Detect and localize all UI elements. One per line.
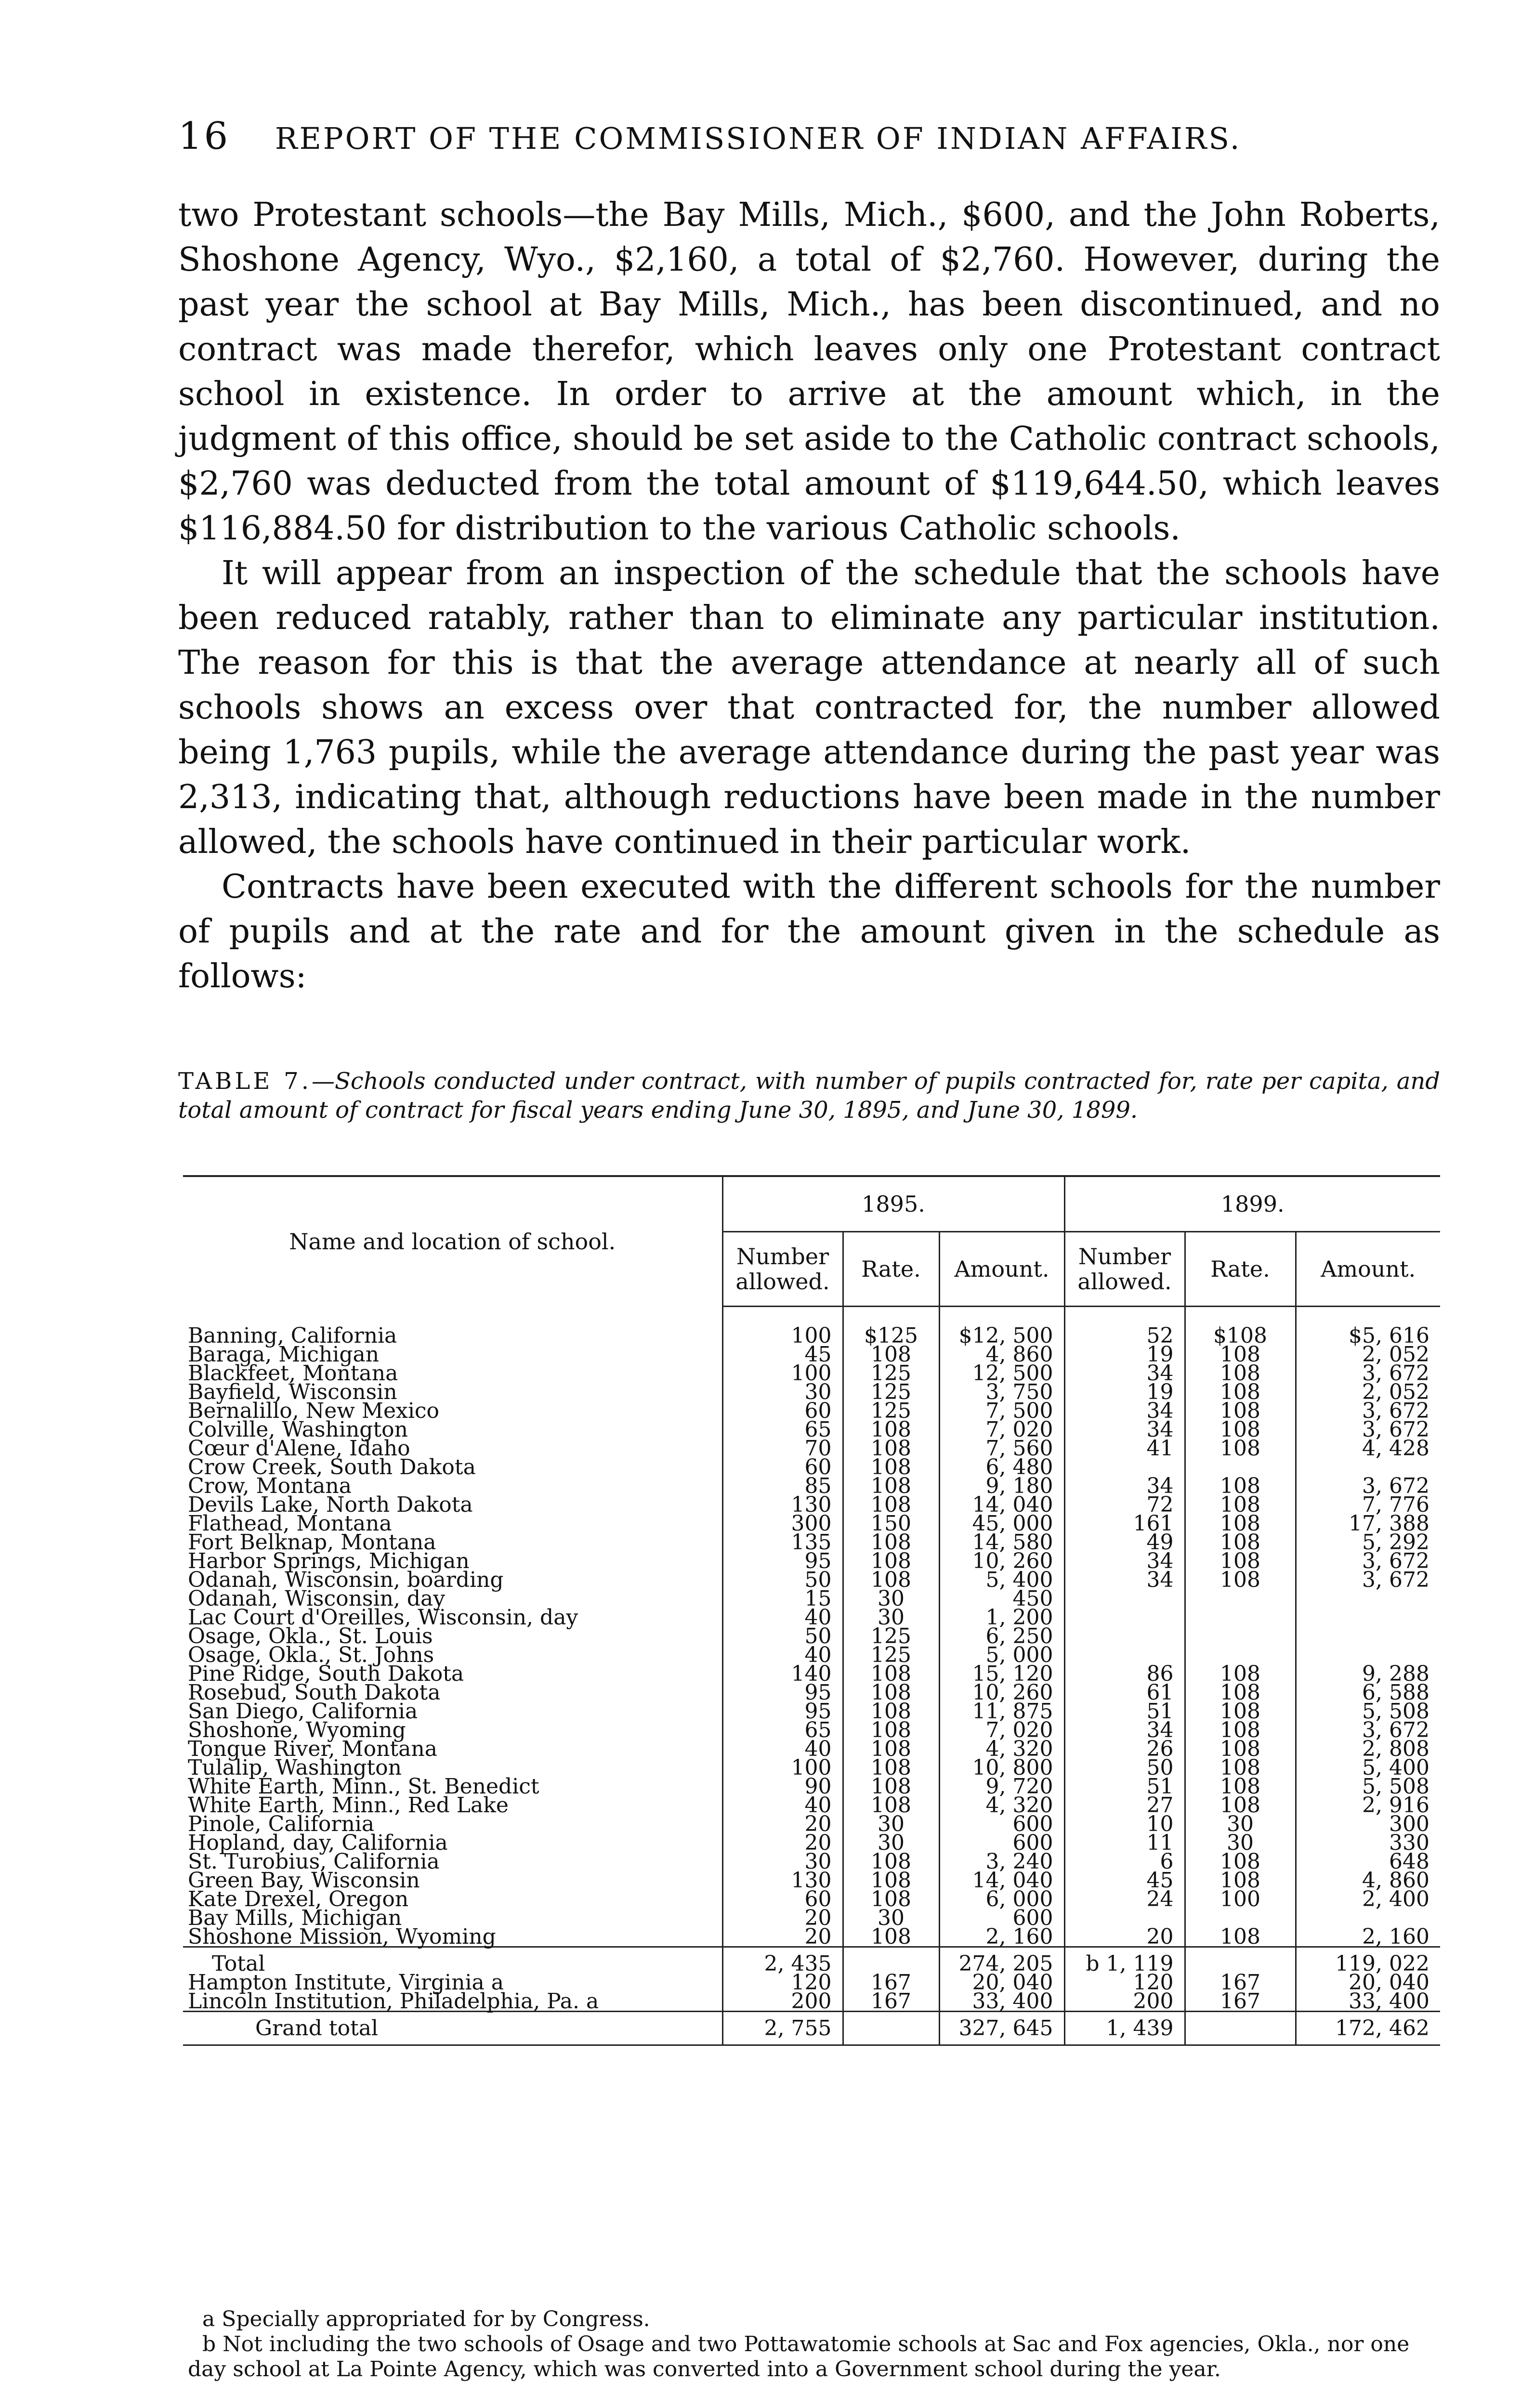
number-allowed-1899-header: Number allowed. [1064, 1232, 1185, 1307]
number-1899: 27 [1064, 1796, 1185, 1815]
amount-1895: 3, 750 [939, 1383, 1064, 1401]
number-1899: 34 [1064, 1721, 1185, 1740]
table-caption [178, 1067, 1440, 1125]
table-body [183, 1307, 1440, 1947]
rate-1895: 108 [843, 1683, 939, 1702]
amount-1899: 9, 288 [1296, 1664, 1440, 1683]
amount-1899: 6, 588 [1296, 1683, 1440, 1702]
rate-1895: 108 [843, 1552, 939, 1570]
year-1895-header: 1895. [722, 1176, 1064, 1232]
number-1895: 95 [722, 1683, 843, 1702]
amount-1899: 2, 808 [1296, 1740, 1440, 1758]
amount-1899: 2, 052 [1296, 1383, 1440, 1401]
number-1895: 30 [722, 1852, 843, 1871]
amount-1895: 4, 860 [939, 1345, 1064, 1364]
rate-1899: 108 [1185, 1383, 1296, 1401]
school-name: Baraga, Michigan [188, 1342, 380, 1367]
number-1899: 34 [1064, 1420, 1185, 1439]
amount-1899: 4, 860 [1296, 1871, 1440, 1890]
rate-1899: 108 [1185, 1852, 1296, 1871]
number-1899: 10 [1064, 1815, 1185, 1833]
number-1899: 120 [1064, 1973, 1185, 1992]
number-1899 [1064, 1608, 1185, 1627]
number-1899: 34 [1064, 1401, 1185, 1420]
amount-1899-header: Amount. [1296, 1232, 1440, 1307]
rate-1895: 167 [843, 1973, 939, 1992]
number-1895: 120 [722, 1973, 843, 1992]
amount-1899: 3, 672 [1296, 1721, 1440, 1740]
number-1899: 161 [1064, 1514, 1185, 1533]
school-name: Osage, Okla., St. Louis [188, 1624, 433, 1649]
rate-1895: $125 [843, 1326, 939, 1345]
number-1899: 51 [1064, 1777, 1185, 1796]
number-1895: 20 [722, 1927, 843, 1947]
school-name: Cœur d'Alene, Idaho [188, 1436, 410, 1461]
rate-1895: 108 [843, 1927, 939, 1947]
rate-1899: 30 [1185, 1833, 1296, 1852]
paragraph: It will appear from an inspection of the schedule that the schools have been reduced ratably, rather than to eliminate any particular institution. The reason for this is that the average attendance at nearly all of such schools shows an excess over that contracted for, the number allowed being 1,763 pupils, while the average attendance during the past year was 2,313, indicating that, although reductions have been made in the number allowed, the schools have continued in their particular work. [178, 554, 1440, 861]
rate-1899: 108 [1185, 1345, 1296, 1364]
amount-1899: 2, 400 [1296, 1890, 1440, 1909]
rate-1895: 125 [843, 1646, 939, 1664]
school-name: Odanah, Wisconsin, day [188, 1586, 446, 1611]
rate-1899: 108 [1185, 1477, 1296, 1495]
rate-1895: 108 [843, 1420, 939, 1439]
rate-1899: 167 [1185, 1992, 1296, 2012]
rate-1895: 108 [843, 1533, 939, 1552]
number-1899: 20 [1064, 1927, 1185, 1947]
rate-1895: 108 [843, 1664, 939, 1683]
rate-1899: 167 [1185, 1973, 1296, 1992]
amount-1899 [1296, 1627, 1440, 1646]
amount-1895: 5, 400 [939, 1570, 1064, 1589]
number-1895: 40 [722, 1740, 843, 1758]
amount-1899: 5, 508 [1296, 1702, 1440, 1721]
rate-1899: 108 [1185, 1495, 1296, 1514]
number-1895: 130 [722, 1871, 843, 1890]
school-name: Kate Drexel, Oregon [188, 1887, 409, 1911]
table-row [183, 1927, 1440, 1947]
amount-1895: 450 [939, 1589, 1064, 1608]
rate-1899: 108 [1185, 1533, 1296, 1552]
number-1899: 34 [1064, 1364, 1185, 1383]
rate-1899: 108 [1185, 1420, 1296, 1439]
rate-1895: 108 [843, 1439, 939, 1458]
amount-1895: 10, 260 [939, 1552, 1064, 1570]
school-name: Bernalillo, New Mexico [188, 1399, 440, 1423]
rate-1899: 108 [1185, 1364, 1296, 1383]
number-1899: 24 [1064, 1890, 1185, 1909]
amount-1895: 14, 580 [939, 1533, 1064, 1552]
number-1899: 19 [1064, 1383, 1185, 1401]
amount-1899: 3, 672 [1296, 1570, 1440, 1589]
number-1895: 140 [722, 1664, 843, 1683]
rate-1895: 108 [843, 1796, 939, 1815]
rate-1895: 108 [843, 1871, 939, 1890]
rate-1899: 108 [1185, 1570, 1296, 1589]
number-1895: 300 [722, 1514, 843, 1533]
number-1895: 40 [722, 1608, 843, 1627]
school-name: Fort Belknap, Montana [188, 1530, 436, 1555]
rate-1899: 108 [1185, 1871, 1296, 1890]
amount-1895: 15, 120 [939, 1664, 1064, 1683]
rate-1899: $108 [1185, 1326, 1296, 1345]
number-1895: 65 [722, 1420, 843, 1439]
amount-1895: 1, 200 [939, 1608, 1064, 1627]
schools-table [183, 1175, 1440, 2046]
number-1899: 52 [1064, 1326, 1185, 1345]
number-1899: 86 [1064, 1664, 1185, 1683]
amount-1899: 3, 672 [1296, 1364, 1440, 1383]
number-1899: 41 [1064, 1439, 1185, 1458]
total-amount-1895: 274, 205 [939, 1954, 1064, 1973]
number-1895: 90 [722, 1777, 843, 1796]
amount-1895: 7, 560 [939, 1439, 1064, 1458]
amount-1895-header: Amount. [939, 1232, 1064, 1307]
rate-1895: 108 [843, 1740, 939, 1758]
number-1895: 70 [722, 1439, 843, 1458]
number-1895: 95 [722, 1552, 843, 1570]
rate-1895: 108 [843, 1721, 939, 1740]
amount-1899: 330 [1296, 1833, 1440, 1852]
amount-1899: 648 [1296, 1852, 1440, 1871]
school-name: Tulalip, Washington [188, 1755, 402, 1780]
amount-1899: 3, 672 [1296, 1401, 1440, 1420]
rate-1899: 108 [1185, 1683, 1296, 1702]
table-label: TABLE 7. [178, 1068, 312, 1095]
total-amount-1899: 119, 022 [1296, 1954, 1440, 1973]
number-1899: 49 [1064, 1533, 1185, 1552]
amount-1899: 3, 672 [1296, 1420, 1440, 1439]
rate-1899: 108 [1185, 1401, 1296, 1420]
amount-1899: 2, 916 [1296, 1796, 1440, 1815]
rate-1895: 30 [843, 1909, 939, 1927]
number-1895: 100 [722, 1758, 843, 1777]
number-1899: 51 [1064, 1702, 1185, 1721]
rate-1895-header: Rate. [843, 1232, 939, 1307]
number-1895: 50 [722, 1627, 843, 1646]
table-summary [183, 1947, 1440, 2045]
rate-1895: 108 [843, 1852, 939, 1871]
school-name: San Diego, California [188, 1699, 418, 1724]
school-name: Banning, California [188, 1323, 397, 1348]
rate-1899: 108 [1185, 1740, 1296, 1758]
footnote-b: b Not including the two schools of Osage and two Pottawatomie schools at Sac and Fox agencies, Okla., nor one day school at La Pointe Agency, which was converted into a Government school during the year. [188, 2332, 1410, 2382]
table-caption-text: —Schools conducted under contract, with number of pupils contracted for, rate per capita, and total amount of contract for fiscal years ending June 30, 1895, and June 30, 1899. [178, 1068, 1441, 1124]
rate-1895: 167 [843, 1992, 939, 2012]
rate-1895: 108 [843, 1890, 939, 1909]
number-1895: 60 [722, 1890, 843, 1909]
amount-1895: 7, 020 [939, 1721, 1064, 1740]
amount-1895: 600 [939, 1833, 1064, 1852]
number-1895: 40 [722, 1796, 843, 1815]
amount-1895: 600 [939, 1815, 1064, 1833]
rate-1895: 30 [843, 1815, 939, 1833]
total-number-1899: b 1, 119 [1064, 1954, 1185, 1973]
school-name: Odanah, Wisconsin, boarding [188, 1568, 504, 1592]
rate-1895: 108 [843, 1758, 939, 1777]
amount-1899: 7, 776 [1296, 1495, 1440, 1514]
rate-1895: 30 [843, 1833, 939, 1852]
rate-1899: 108 [1185, 1514, 1296, 1533]
amount-1899: 5, 508 [1296, 1777, 1440, 1796]
number-1899: 50 [1064, 1758, 1185, 1777]
rate-1899: 100 [1185, 1890, 1296, 1909]
paragraph: Contracts have been executed with the different schools for the number of pupils and at the rate and for the amount given in the schedule as follows: [178, 868, 1440, 995]
total-label: Total [212, 1951, 265, 1976]
rate-1895: 108 [843, 1495, 939, 1514]
rate-1895: 108 [843, 1570, 939, 1589]
school-name: Hampton Institute, Virginia a [188, 1970, 504, 1995]
rate-1899 [1185, 1608, 1296, 1627]
amount-1899: 2, 160 [1296, 1927, 1440, 1947]
rate-1895: 108 [843, 1477, 939, 1495]
rate-1899: 108 [1185, 1721, 1296, 1740]
school-name: Devils Lake, North Dakota [188, 1492, 473, 1517]
running-title: REPORT OF THE COMMISSIONER OF INDIAN AFFAIRS. [275, 121, 1242, 156]
number-1895: 100 [722, 1364, 843, 1383]
school-name: Pine Ridge, South Dakota [188, 1662, 464, 1686]
page-number: 16 [178, 115, 230, 158]
amount-1899: 5, 400 [1296, 1758, 1440, 1777]
school-name: White Earth, Minn., Red Lake [188, 1793, 509, 1818]
number-1899: 6 [1064, 1852, 1185, 1871]
number-1895: 135 [722, 1533, 843, 1552]
amount-1895: 600 [939, 1909, 1064, 1927]
number-1895: 60 [722, 1458, 843, 1477]
amount-1899: 4, 428 [1296, 1439, 1440, 1458]
total-number-1895: 2, 435 [722, 1954, 843, 1973]
amount-1895: 3, 240 [939, 1852, 1064, 1871]
rate-1895: 125 [843, 1401, 939, 1420]
school-name: Bay Mills, Michigan [188, 1906, 402, 1930]
amount-1895: 5, 000 [939, 1646, 1064, 1664]
body-text [178, 193, 1440, 999]
amount-1895: 12, 500 [939, 1364, 1064, 1383]
number-1895: 100 [722, 1326, 843, 1345]
school-name: Harbor Springs, Michigan [188, 1549, 470, 1573]
grand-total-label: Grand total [255, 2016, 379, 2041]
rate-1895: 125 [843, 1364, 939, 1383]
grand-total-amount-1899: 172, 462 [1296, 2019, 1440, 2038]
amount-1895: 7, 020 [939, 1420, 1064, 1439]
year-1899-header: 1899. [1064, 1176, 1440, 1232]
school-name: Green Bay, Wisconsin [188, 1868, 420, 1893]
school-name: Flathead, Montana [188, 1511, 392, 1536]
amount-1895: 14, 040 [939, 1871, 1064, 1890]
school-name: Osage, Okla., St. Johns [188, 1643, 434, 1667]
table-row [183, 1992, 1440, 2012]
amount-1899: 3, 672 [1296, 1552, 1440, 1570]
rate-1895: 125 [843, 1627, 939, 1646]
number-1895: 95 [722, 1702, 843, 1721]
amount-1895: 6, 250 [939, 1627, 1064, 1646]
amount-1895: 7, 500 [939, 1401, 1064, 1420]
school-name: Crow, Montana [188, 1474, 352, 1498]
name-column-header: Name and location of school. [183, 1176, 722, 1307]
amount-1895: $12, 500 [939, 1326, 1064, 1345]
amount-1899: 5, 292 [1296, 1533, 1440, 1552]
grand-total-amount-1895: 327, 645 [939, 2019, 1064, 2038]
number-1899 [1064, 1627, 1185, 1646]
amount-1899: 17, 388 [1296, 1514, 1440, 1533]
rate-1899: 108 [1185, 1796, 1296, 1815]
school-name: Shoshone Mission, Wyoming [188, 1924, 496, 1949]
rate-1899-header: Rate. [1185, 1232, 1296, 1307]
number-allowed-1895-header: Number allowed. [722, 1232, 843, 1307]
amount-1895: 2, 160 [939, 1927, 1064, 1947]
rate-1895: 108 [843, 1345, 939, 1364]
grand-total-number-1895: 2, 755 [722, 2019, 843, 2038]
rate-1895: 108 [843, 1702, 939, 1721]
number-1899: 45 [1064, 1871, 1185, 1890]
amount-1895: 9, 180 [939, 1477, 1064, 1495]
amount-1895: 33, 400 [939, 1992, 1064, 2012]
amount-1899 [1296, 1608, 1440, 1627]
number-1899: 61 [1064, 1683, 1185, 1702]
amount-1895: 10, 260 [939, 1683, 1064, 1702]
rate-1899: 108 [1185, 1552, 1296, 1570]
number-1899: 34 [1064, 1477, 1185, 1495]
paragraph: two Protestant schools—the Bay Mills, Mich., $600, and the John Roberts, Shoshone Agency, Wyo., $2,160, a total of $2,760. However, during the past year the school at Bay Mills, Mich., has been discontinued, and no contract was made therefor, which leaves only one Protestant contract school in existence. In order to arrive at the amount which, in the judgment of this office, should be set aside to the Catholic contract schools, $2,760 was deducted from the total amount of $119,644.50, which leaves $116,884.50 for distribution to the various Catholic schools. [178, 196, 1440, 548]
amount-1895: 10, 800 [939, 1758, 1064, 1777]
school-name: Lincoln Institution, Philadelphia, Pa. a [188, 1989, 599, 2014]
number-1895: 45 [722, 1345, 843, 1364]
number-1895: 15 [722, 1589, 843, 1608]
footnote-a: a Specially appropriated for by Congress. [202, 2307, 650, 2331]
number-1895: 130 [722, 1495, 843, 1514]
number-1899: 200 [1064, 1992, 1185, 2012]
footnotes [188, 2307, 1445, 2382]
rate-1899: 108 [1185, 1664, 1296, 1683]
number-1895: 50 [722, 1570, 843, 1589]
school-name: Pinole, California [188, 1812, 375, 1836]
rate-1899 [1185, 1627, 1296, 1646]
number-1895: 60 [722, 1401, 843, 1420]
number-1895: 20 [722, 1909, 843, 1927]
number-1895: 40 [722, 1646, 843, 1664]
number-1895: 200 [722, 1992, 843, 2012]
number-1895: 20 [722, 1833, 843, 1852]
grand-total-number-1899: 1, 439 [1064, 2019, 1185, 2038]
amount-1895: 9, 720 [939, 1777, 1064, 1796]
rate-1899: 108 [1185, 1702, 1296, 1721]
number-1899: 34 [1064, 1570, 1185, 1589]
number-1899: 72 [1064, 1495, 1185, 1514]
rate-1895: 108 [843, 1458, 939, 1477]
amount-1895: 14, 040 [939, 1495, 1064, 1514]
page-header [178, 115, 1430, 158]
number-1895: 85 [722, 1477, 843, 1495]
rate-1895: 125 [843, 1383, 939, 1401]
amount-1895: 6, 480 [939, 1458, 1064, 1477]
amount-1899: 2, 052 [1296, 1345, 1440, 1364]
number-1895: 65 [722, 1721, 843, 1740]
number-1899: 34 [1064, 1552, 1185, 1570]
rate-1899: 108 [1185, 1777, 1296, 1796]
schools-table-wrapper [183, 1175, 1440, 2046]
number-1899: 19 [1064, 1345, 1185, 1364]
rate-1899: 108 [1185, 1927, 1296, 1947]
rate-1895: 30 [843, 1608, 939, 1627]
amount-1899: 33, 400 [1296, 1992, 1440, 2012]
rate-1895: 150 [843, 1514, 939, 1533]
amount-1895: 4, 320 [939, 1740, 1064, 1758]
rate-1895: 108 [843, 1777, 939, 1796]
amount-1895: 6, 000 [939, 1890, 1064, 1909]
school-name: Lac Court d'Oreilles, Wisconsin, day [188, 1605, 578, 1630]
school-name: Hopland, day, California [188, 1831, 448, 1855]
number-1899: 26 [1064, 1740, 1185, 1758]
number-1899: 11 [1064, 1833, 1185, 1852]
school-name: Crow Creek, South Dakota [188, 1455, 476, 1479]
school-name: Bayfield, Wisconsin [188, 1380, 397, 1404]
school-name: St. Turobius, California [188, 1849, 440, 1874]
amount-1899: 300 [1296, 1815, 1440, 1833]
amount-1899: $5, 616 [1296, 1326, 1440, 1345]
amount-1895: 45, 000 [939, 1514, 1064, 1533]
number-1895: 30 [722, 1383, 843, 1401]
amount-1895: 4, 320 [939, 1796, 1064, 1815]
school-name: Tongue River, Montana [188, 1737, 437, 1761]
amount-1899: 3, 672 [1296, 1477, 1440, 1495]
rate-1899: 108 [1185, 1758, 1296, 1777]
school-name: Colville, Washington [188, 1417, 408, 1442]
rate-1899: 108 [1185, 1439, 1296, 1458]
number-1895: 20 [722, 1815, 843, 1833]
school-name: Blackfeet, Montana [188, 1361, 398, 1386]
amount-1895: 11, 875 [939, 1702, 1064, 1721]
rate-1899: 30 [1185, 1815, 1296, 1833]
school-name: Shoshone, Wyoming [188, 1718, 406, 1742]
school-name: White Earth, Minn., St. Benedict [188, 1774, 539, 1799]
amount-1899: 20, 040 [1296, 1973, 1440, 1992]
rate-1895: 30 [843, 1589, 939, 1608]
school-name: Rosebud, South Dakota [188, 1680, 441, 1705]
amount-1895: 20, 040 [939, 1973, 1064, 1992]
grand-total-row [183, 2019, 1440, 2038]
